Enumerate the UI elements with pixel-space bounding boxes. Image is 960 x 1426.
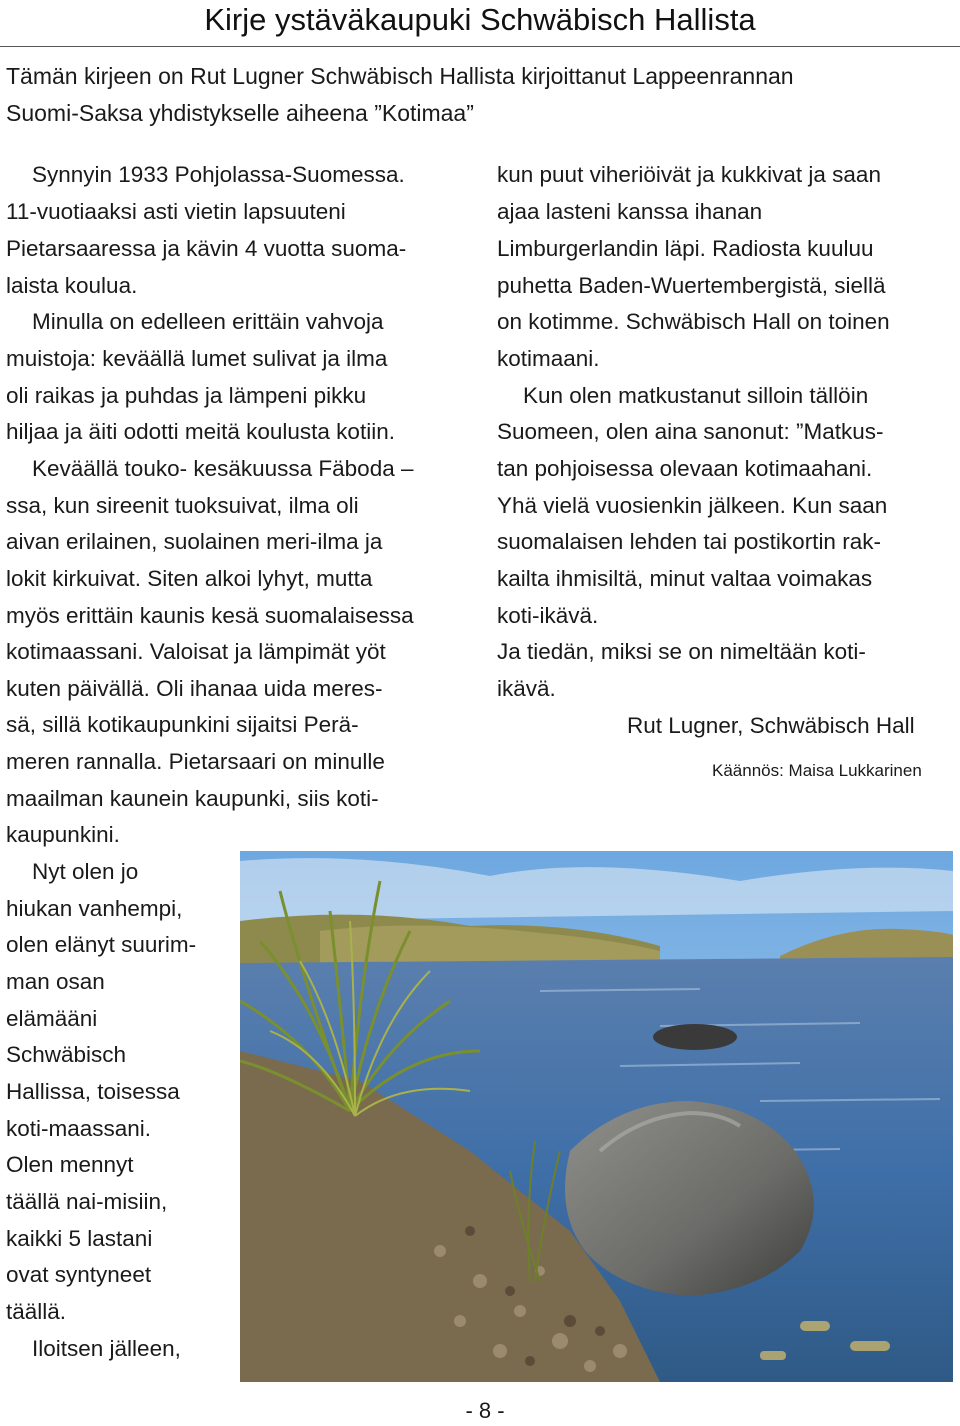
text-line: Keväällä touko- kesäkuussa Fäboda – — [32, 456, 414, 481]
text-line: lokit kirkuivat. Siten alkoi lyhyt, mutta — [6, 566, 373, 591]
text-line: Yhä vielä vuosienkin jälkeen. Kun saan — [497, 493, 888, 518]
text-line: oli raikas ja puhdas ja lämpeni pikku — [6, 383, 367, 408]
text-line: Nyt olen jo — [32, 859, 139, 884]
text-line: suomalaisen lehden tai postikortin rak- — [497, 529, 881, 554]
page-number: - 8 - — [465, 1398, 505, 1423]
text-line: Pietarsaaressa ja kävin 4 vuotta suoma- — [6, 236, 407, 261]
text-line: hiljaa ja äiti odotti meitä koulusta kotiin. — [6, 419, 395, 444]
text-line: tan pohjoisessa olevaan kotimaahani. — [497, 456, 873, 481]
text-line: ajaa lasteni kanssa ihanan — [497, 199, 763, 224]
text-line: myös erittäin kaunis kesä suomalaisessa — [6, 603, 414, 628]
text-line: elämääni — [6, 1006, 98, 1031]
text-line: puhetta Baden-Wuertembergistä, siellä — [497, 273, 886, 298]
text-line: Hallissa, toisessa — [6, 1079, 180, 1104]
text-line: Schwäbisch — [6, 1042, 127, 1067]
page-title: Kirje ystäväkaupuki Schwäbisch Hallista — [204, 2, 756, 37]
text-line: hiukan vanhempi, — [6, 896, 183, 921]
small-rock — [653, 1024, 737, 1050]
text-line: ikävä. — [497, 676, 556, 701]
text-line: Olen mennyt — [6, 1152, 134, 1177]
translator-credit: Käännös: Maisa Lukkarinen — [712, 761, 922, 780]
text-line: Kun olen matkustanut silloin tällöin — [523, 383, 869, 408]
text-line: kailta ihmisiltä, minut valtaa voimakas — [497, 566, 873, 591]
text-line: kuten päivällä. Oli ihanaa uida meres- — [6, 676, 383, 701]
intro-paragraph — [6, 58, 946, 132]
text-line: Limburgerlandin läpi. Radiosta kuuluu — [497, 236, 874, 261]
intro-line: Suomi-Saksa yhdistykselle aiheena ”Kotimaa” — [6, 100, 474, 126]
text-line: kotimaassani. Valoisat ja lämpimät yöt — [6, 639, 386, 664]
lake-photo — [240, 851, 953, 1382]
text-line: Synnyin 1933 Pohjolassa-Suomessa. — [32, 162, 405, 187]
text-line: koti-maassani. — [6, 1116, 152, 1141]
text-line: olen elänyt suurim- — [6, 932, 197, 957]
text-line: täällä. — [6, 1299, 67, 1324]
text-line: aivan erilainen, suolainen meri-ilma ja — [6, 529, 383, 554]
text-line: meren rannalla. Pietarsaari on minulle — [6, 749, 385, 774]
text-line: ssa, kun sireenit tuoksuivat, ilma oli — [6, 493, 359, 518]
text-line: Minulla on edelleen erittäin vahvoja — [32, 309, 384, 334]
text-line: on kotimme. Schwäbisch Hall on toinen — [497, 309, 890, 334]
text-line: man osan — [6, 969, 105, 994]
text-line: koti-ikävä. — [497, 603, 599, 628]
text-line: kotimaani. — [497, 346, 600, 371]
text-line: kaupunkini. — [6, 822, 120, 847]
text-line: Suomeen, olen aina sanonut: ”Matkus- — [497, 419, 884, 444]
text-line: laista koulua. — [6, 273, 138, 298]
text-line: maailman kaunein kaupunki, siis koti- — [6, 786, 379, 811]
text-line: kaikki 5 lastani — [6, 1226, 153, 1251]
text-line: kun puut viheriöivät ja kukkivat ja saan — [497, 162, 881, 187]
text-line: täällä nai-misiin, — [6, 1189, 168, 1214]
text-line: Iloitsen jälleen, — [32, 1336, 181, 1361]
text-line: 11-vuotiaaksi asti vietin lapsuuteni — [6, 199, 346, 224]
intro-line: Tämän kirjeen on Rut Lugner Schwäbisch Hallista kirjoittanut Lappeenrannan — [6, 63, 794, 89]
text-line: sä, sillä kotikaupunkini sijaitsi Perä- — [6, 712, 359, 737]
text-line: Ja tiedän, miksi se on nimeltään koti- — [497, 639, 866, 664]
text-line: ovat syntyneet — [6, 1262, 152, 1287]
author-signature: Rut Lugner, Schwäbisch Hall — [627, 713, 915, 738]
title-divider — [0, 46, 960, 47]
text-line: muistoja: keväällä lumet sulivat ja ilma — [6, 346, 388, 371]
